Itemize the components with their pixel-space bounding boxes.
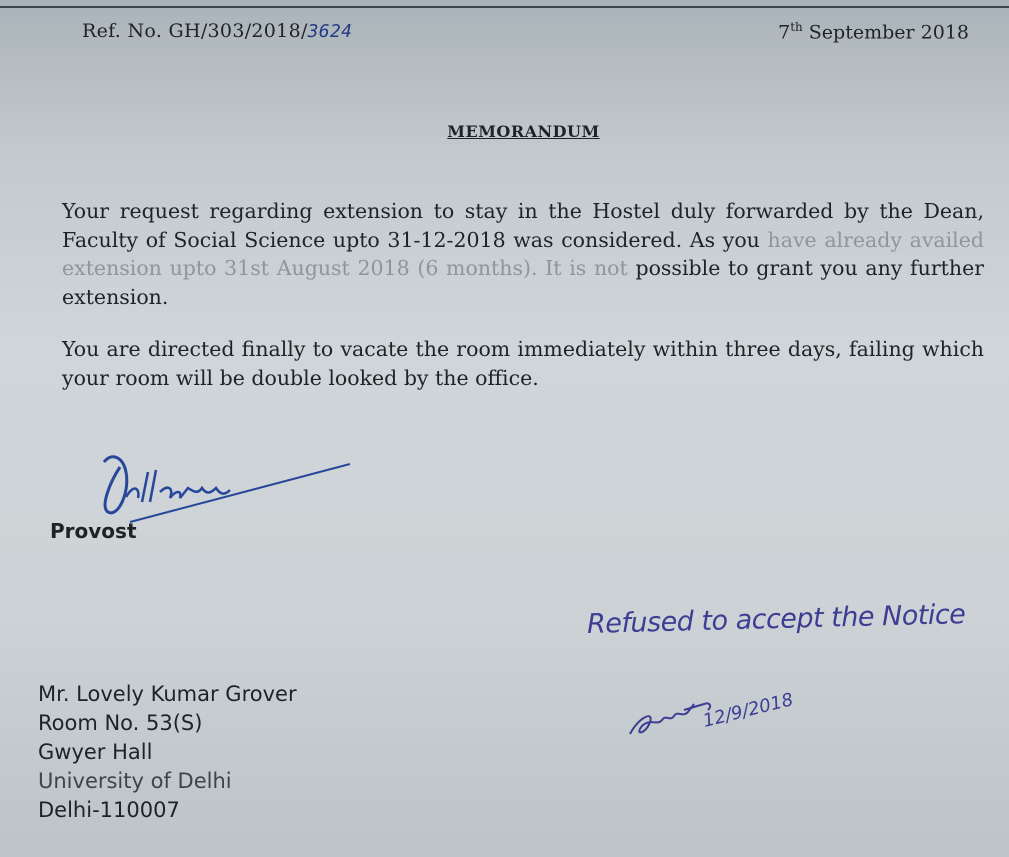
- paragraph-2: You are directed finally to vacate the room immediately within three days, failing which your room will be double looked by the office.: [62, 337, 984, 390]
- signatory-title: Provost: [50, 519, 137, 543]
- top-rule: [0, 6, 1009, 8]
- date-day: 7: [778, 21, 791, 44]
- recipient-address: [38, 680, 297, 825]
- memo-title: MEMORANDUM: [447, 122, 600, 141]
- handwritten-date: 12/9/2018: [700, 689, 796, 732]
- date-rest: September 2018: [802, 21, 969, 44]
- paragraph-1-end: possible to grant you any further extension.: [62, 256, 985, 309]
- ref-prefix: Ref. No. GH/303/2018/: [82, 20, 308, 42]
- paragraph-1: [62, 197, 984, 311]
- ref-handwritten-number: 3624: [307, 21, 353, 42]
- reference-number: [82, 20, 352, 42]
- handwritten-note: Refused to accept the Notice: [586, 599, 966, 640]
- address-line-room: Room No. 53(S): [38, 711, 203, 735]
- address-line-city: Delhi-110007: [38, 798, 180, 822]
- date-suffix: th: [790, 20, 803, 34]
- address-line-name: Mr. Lovely Kumar Grover: [38, 682, 297, 706]
- paragraph-1-start: Your request regarding extension to stay in the Hostel duly forwarded by the Dean, Faculty of Social Science upto 31-12-2018 was considered. As you: [62, 199, 984, 252]
- paragraph-1-faded: have already availed extension upto 31st August 2018 (6 months). It is not: [62, 227, 984, 280]
- address-line-hall: Gwyer Hall: [38, 740, 153, 764]
- address-line-university: University of Delhi: [38, 769, 232, 793]
- memo-date: [778, 20, 969, 43]
